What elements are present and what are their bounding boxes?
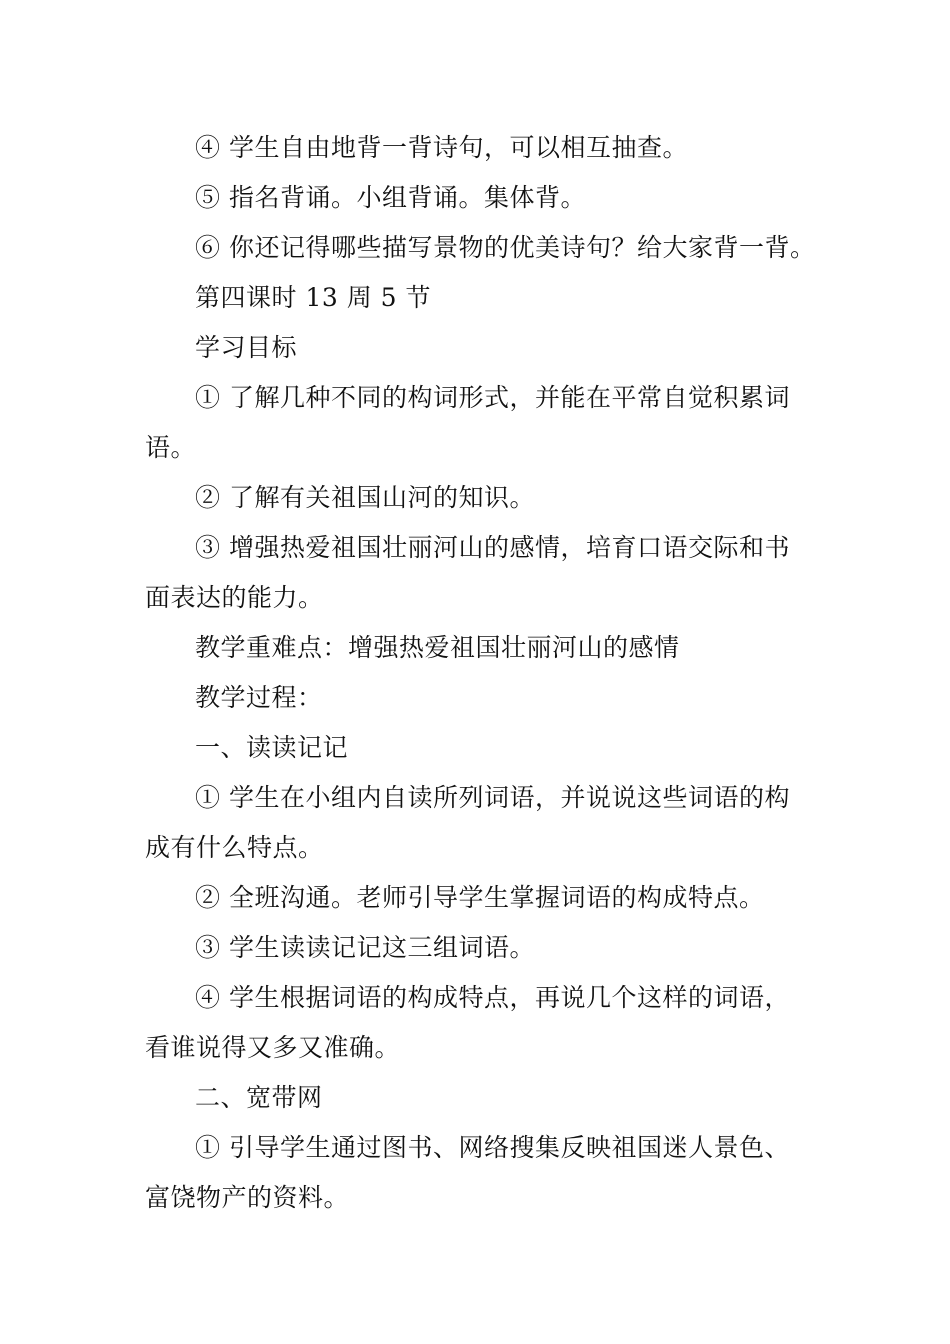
text-line: 富饶物产的资料。 <box>145 1183 350 1212</box>
text-line: ① 引导学生通过图书、网络搜集反映祖国迷人景色、 <box>195 1133 790 1162</box>
text-line: ① 了解几种不同的构词形式，并能在平常自觉积累词 <box>195 383 790 412</box>
text-line: 教学重难点：增强热爱祖国壮丽河山的感情 <box>195 633 680 662</box>
text-line: ② 全班沟通。老师引导学生掌握词语的构成特点。 <box>195 883 765 912</box>
text-line: ① 学生在小组内自读所列词语，并说说这些词语的构 <box>195 783 790 812</box>
section-heading: 学习目标 <box>195 333 298 362</box>
text-line: ⑤ 指名背诵。小组背诵。集体背。 <box>195 183 586 212</box>
text-line: 成有什么特点。 <box>145 833 324 862</box>
section-heading: 第四课时 13 周 5 节 <box>195 283 432 312</box>
text-line: 面表达的能力。 <box>145 583 324 612</box>
section-heading: 一、读读记记 <box>195 733 349 762</box>
text-line: ④ 学生自由地背一背诗句，可以相互抽查。 <box>195 133 688 162</box>
section-heading: 教学过程： <box>195 683 323 712</box>
text-line: ③ 增强热爱祖国壮丽河山的感情，培育口语交际和书 <box>195 533 790 562</box>
text-line: 语。 <box>145 433 197 462</box>
text-line: ⑥ 你还记得哪些描写景物的优美诗句？给大家背一背。 <box>195 233 816 262</box>
text-line: ② 了解有关祖国山河的知识。 <box>195 483 535 512</box>
text-line: ④ 学生根据词语的构成特点，再说几个这样的词语， <box>195 983 790 1012</box>
section-heading: 二、宽带网 <box>195 1083 323 1112</box>
text-line: ③ 学生读读记记这三组词语。 <box>195 933 535 962</box>
text-line: 看谁说得又多又准确。 <box>145 1033 401 1062</box>
